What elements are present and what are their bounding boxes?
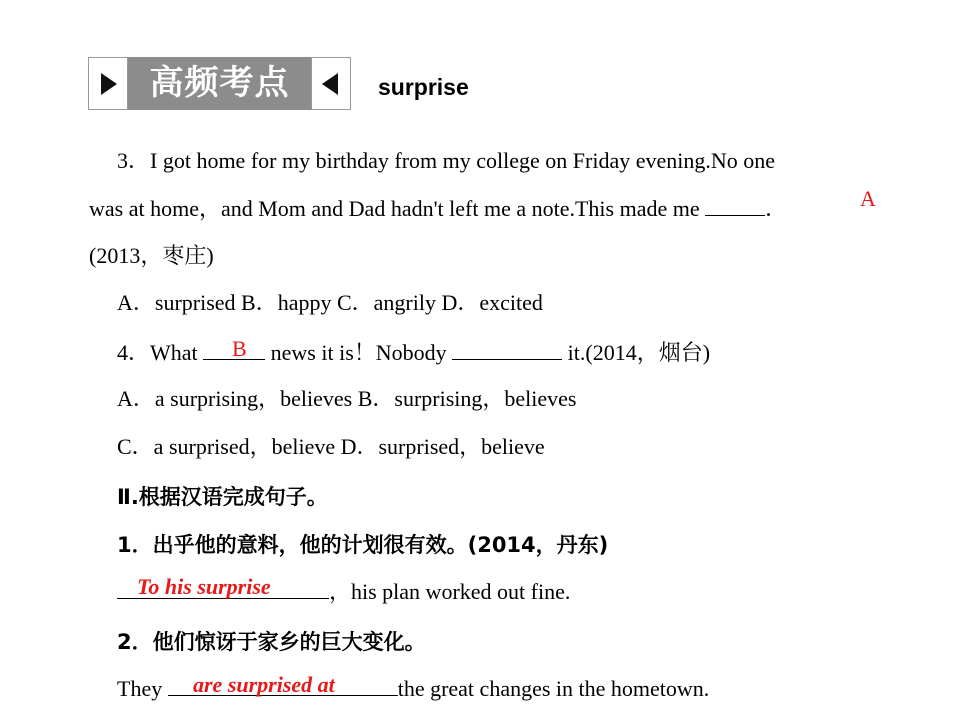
q3-line2	[89, 195, 787, 222]
q3-options: A．surprised B．happy C．angrily D．excited	[117, 290, 543, 315]
q4-mid: news it is！Nobody	[265, 340, 453, 365]
s1-answer: To his surprise	[137, 574, 271, 599]
q4-options-ab: A．a surprising，believes B．surprising，believes	[117, 386, 577, 411]
q4-answer: B	[232, 336, 247, 361]
s2-answer: are surprised at	[193, 672, 335, 697]
s2-prompt: 2．他们惊讶于家乡的巨大变化。	[117, 630, 426, 654]
q4-blank2	[452, 339, 562, 360]
s1-post: ，his plan worked out fine.	[329, 579, 571, 604]
q3-source: (2013，枣庄)	[89, 243, 214, 268]
banner-body	[128, 57, 311, 110]
s1-prompt: 1．出乎他的意料，他的计划很有效。(2014，丹东)	[117, 533, 609, 557]
banner-title: 高频考点	[149, 63, 290, 103]
s2-pre: They	[117, 676, 168, 701]
q3-line2-text: was at home，and Mom and Dad hadn't left me a note.This made me	[89, 196, 706, 221]
q3-line1: 3．I got home for my birthday from my college on Friday evening.No one	[117, 148, 776, 173]
q4-line	[117, 339, 710, 366]
section-heading: Ⅱ.根据汉语完成句子。	[117, 485, 328, 509]
q4-post: it.(2014，烟台)	[562, 340, 711, 365]
s2-post: the great changes in the hometown.	[397, 676, 710, 701]
q4-pre: 4．What	[117, 340, 204, 365]
q4-options-cd: C．a surprised，believe D．surprised，believe	[117, 434, 545, 459]
q3-answer: A	[860, 186, 876, 211]
q3-blank	[705, 195, 765, 216]
play-right-icon	[88, 57, 128, 110]
topic-word: surprise	[378, 74, 469, 100]
play-left-icon	[311, 57, 351, 110]
q3-line2-end: ．	[765, 196, 788, 221]
section-banner	[88, 57, 352, 110]
